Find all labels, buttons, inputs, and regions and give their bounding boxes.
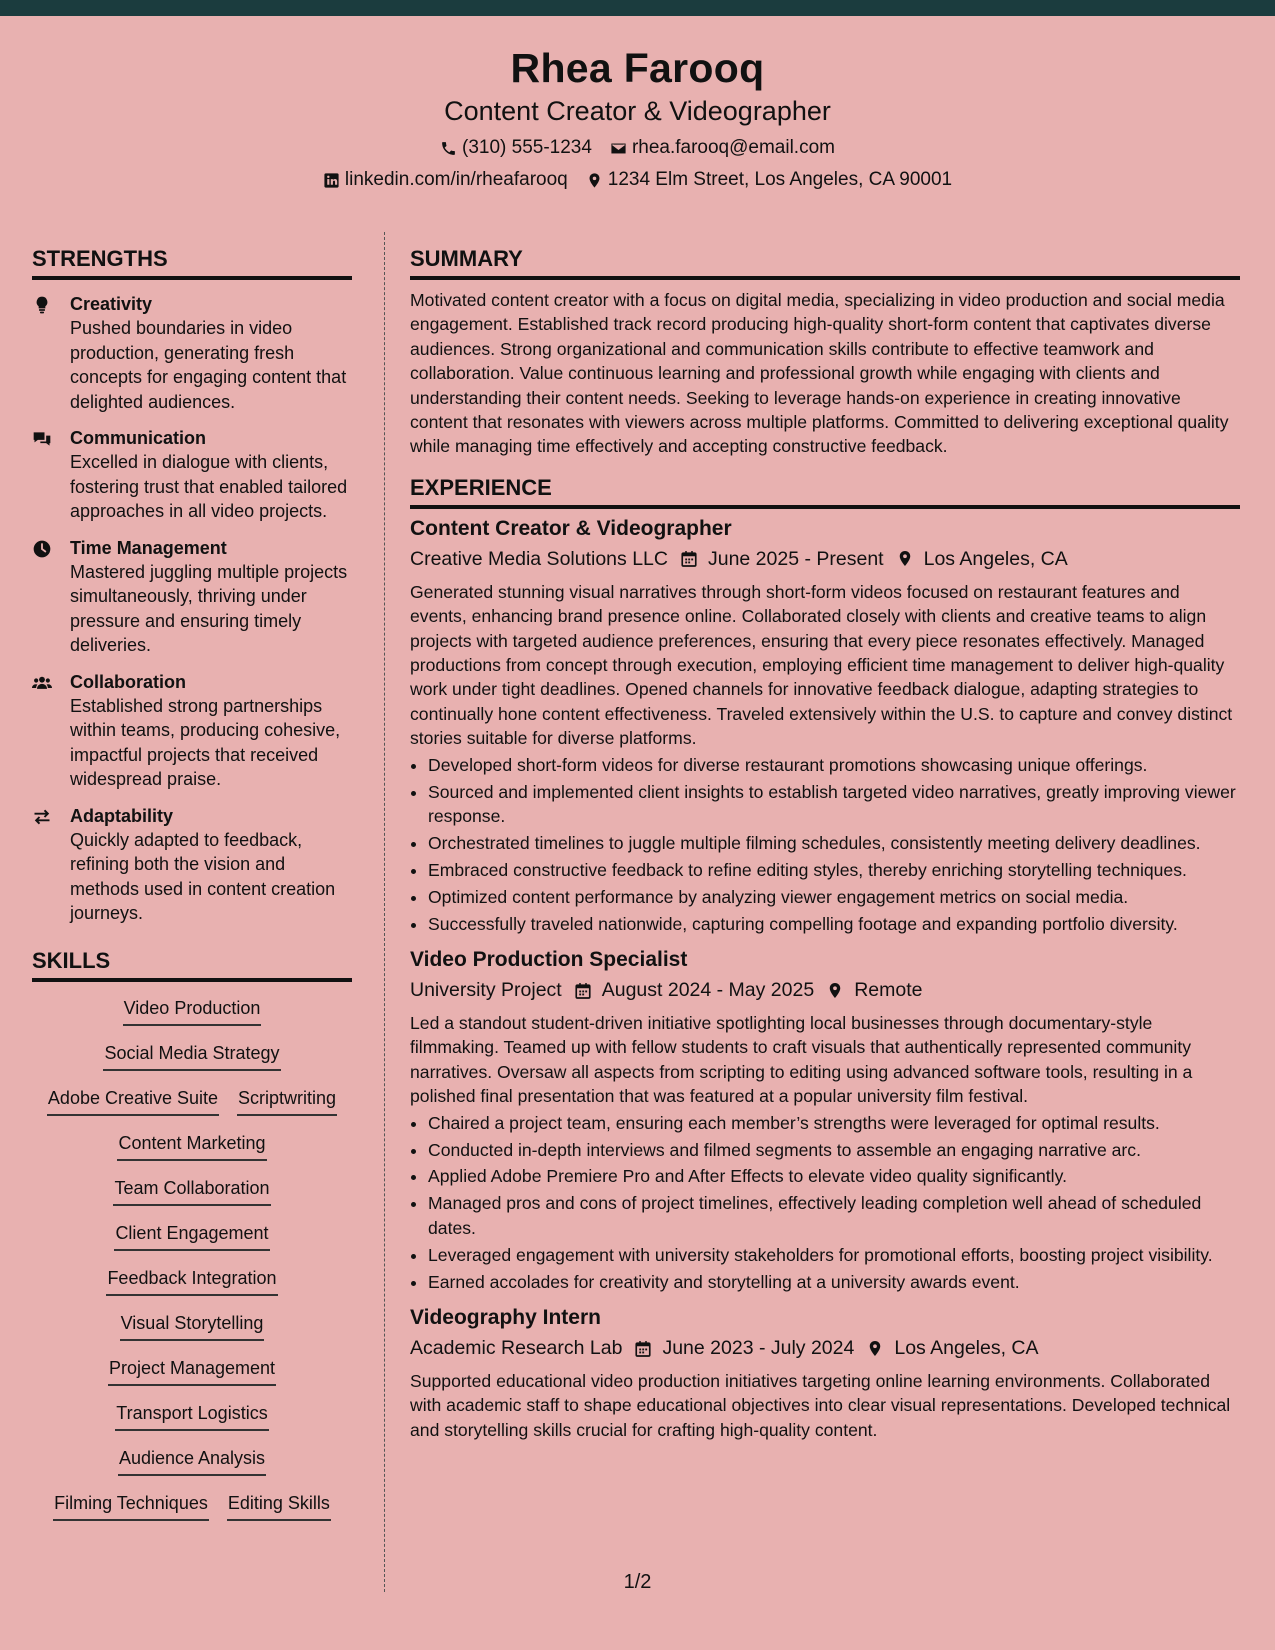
- job-company: Academic Research Lab: [410, 1337, 623, 1359]
- job-bullet: • Developed short-form videos for diverse restaurant promotions showcasing unique offerings.: [428, 753, 1240, 777]
- column-divider: [384, 232, 385, 1592]
- map-pin-icon: [826, 981, 844, 1000]
- job-bullets: [410, 753, 1240, 936]
- page-number: 1/2: [623, 1571, 652, 1593]
- linkedin-icon: [323, 172, 340, 189]
- map-pin-icon: [866, 1339, 884, 1358]
- skill-tag: Feedback Integration: [106, 1266, 277, 1296]
- strength-desc: Established strong partnerships within teams, producing cohesive, impactful projects that received widespread praise.: [70, 695, 341, 789]
- job-entry: [410, 515, 1240, 936]
- linkedin-text[interactable]: linkedin.com/in/rheafarooq: [344, 169, 568, 190]
- strength-item: [32, 670, 352, 792]
- exchange-icon: [32, 807, 52, 827]
- job-bullet: • Earned accolades for creativity and storytelling at a university awards event.: [428, 1270, 1240, 1294]
- job-bullet: • Leveraged engagement with university stakeholders for promotional efforts, boosting project visibility.: [428, 1243, 1240, 1267]
- strength-item: [32, 292, 352, 414]
- strength-desc: Excelled in dialogue with clients, fostering trust that enabled tailored approaches in all video projects.: [70, 452, 348, 521]
- skill-tag: Visual Storytelling: [120, 1311, 265, 1341]
- strength-title: Creativity: [70, 294, 153, 314]
- job-meta: [410, 977, 1240, 1003]
- left-column: [32, 246, 352, 1536]
- skills-list: [32, 996, 352, 1536]
- job-location: Los Angeles, CA: [894, 1337, 1039, 1359]
- map-pin-icon: [896, 549, 914, 568]
- job-entry: [410, 1304, 1240, 1442]
- strength-item: [32, 536, 352, 658]
- skills-heading: SKILLS: [32, 948, 352, 982]
- skill-tag: Team Collaboration: [113, 1176, 270, 1206]
- skill-tag: Social Media Strategy: [103, 1041, 280, 1071]
- job-dates: June 2025 - Present: [707, 547, 884, 570]
- resume-header: [0, 16, 1275, 204]
- job-location: Remote: [854, 979, 923, 1002]
- phone-text: (310) 555-1234: [462, 137, 592, 158]
- strength-item: [32, 804, 352, 926]
- phone-item: [440, 136, 592, 160]
- strength-desc: Quickly adapted to feedback, refining both the vision and methods used in content creation journeys.: [70, 829, 336, 923]
- strength-title: Adaptability: [70, 805, 174, 826]
- job-title: Videography Intern: [410, 1306, 601, 1329]
- job-location: Los Angeles, CA: [923, 547, 1068, 570]
- job-company: Creative Media Solutions LLC: [410, 547, 668, 570]
- candidate-title: Content Creator & Videographer: [444, 96, 831, 126]
- job-title: Video Production Specialist: [410, 948, 688, 972]
- right-column: [410, 246, 1240, 1442]
- job-bullet: • Orchestrated timelines to juggle multiple filming schedules, consistently meeting delivery deadlines.: [428, 831, 1240, 855]
- job-bullet: • Managed pros and cons of project timelines, effectively leading completion well ahead of scheduled dates.: [428, 1191, 1240, 1240]
- job-company: University Project: [410, 979, 562, 1002]
- job-description: Generated stunning visual narratives through short-form videos focused on restaurant features and events, enhancing brand presence online. Collaborated closely with clients and creative teams to align projects with targeted audience preferences, ensuring that every piece resonates effectively. Managed productions from concept through execution, employing efficient time management to deliver high-quality work under tight deadlines. Opened channels for innovative feedback dialogue, adapting strategies to continually hone content effectiveness. Traveled extensively within the U.S. to capture and convey distinct stories suitable for diverse platforms.: [410, 581, 1233, 749]
- strength-title: Time Management: [70, 537, 227, 558]
- job-bullet: • Applied Adobe Premiere Pro and After Effects to elevate video quality significantly.: [428, 1164, 1240, 1188]
- skill-tag: Transport Logistics: [115, 1401, 268, 1431]
- job-title: Content Creator & Videographer: [410, 516, 732, 540]
- strength-title: Communication: [70, 428, 207, 448]
- candidate-name: Rhea Farooq: [510, 45, 765, 91]
- strength-item: [32, 426, 352, 524]
- job-entry: [410, 946, 1240, 1294]
- skill-tag: Audience Analysis: [118, 1446, 266, 1476]
- skill-tag: Filming Techniques: [53, 1491, 209, 1521]
- job-bullet: • Successfully traveled nationwide, capturing compelling footage and expanding portfolio diversity.: [428, 912, 1240, 936]
- job-bullet: • Conducted in-depth interviews and filmed segments to assemble an engaging narrative arc.: [428, 1138, 1240, 1162]
- job-bullet: • Embraced constructive feedback to refine editing styles, thereby enriching storytelling techniques.: [428, 858, 1240, 882]
- phone-icon: [440, 140, 457, 157]
- summary-heading: SUMMARY: [410, 246, 1240, 280]
- job-meta: [410, 546, 1240, 572]
- skill-tag: Scriptwriting: [237, 1086, 337, 1116]
- users-icon: [32, 673, 52, 693]
- address-item: [586, 168, 952, 192]
- strength-desc: Pushed boundaries in video production, generating fresh concepts for engaging content that delighted audiences.: [70, 318, 347, 412]
- skill-tag: Editing Skills: [227, 1491, 331, 1521]
- comments-icon: [32, 429, 52, 449]
- linkedin-item[interactable]: [323, 168, 568, 192]
- lightbulb-icon: [32, 295, 52, 315]
- strength-desc: Mastered juggling multiple projects simultaneously, thriving under pressure and ensuring timely deliveries.: [70, 561, 348, 655]
- skill-tag: Content Marketing: [117, 1131, 266, 1161]
- email-text[interactable]: rhea.farooq@email.com: [631, 137, 835, 158]
- job-dates: June 2023 - July 2024: [662, 1337, 855, 1359]
- job-bullet: • Chaired a project team, ensuring each member’s strengths were leveraged for optimal results.: [428, 1111, 1240, 1135]
- summary-text: Motivated content creator with a focus on digital media, specializing in video production and social media engagement. Established track record producing high-quality short-form content that captivates diverse audiences. Strong organizational and communication skills contribute to effective teamwork and collaboration. Value continuous learning and professional growth while engaging with clients and understanding their content needs. Seeking to leverage hands-on experience in creating innovative content that resonates with viewers across multiple platforms. Committed to delivering exceptional quality while managing time effectively and accepting constructive feedback.: [410, 290, 1229, 457]
- top-accent-bar: [0, 0, 1275, 16]
- calendar-icon: [634, 1339, 652, 1358]
- skill-tag: Video Production: [123, 996, 262, 1026]
- calendar-icon: [574, 981, 592, 1000]
- strengths-heading: STRENGTHS: [32, 246, 352, 280]
- strength-title: Collaboration: [70, 671, 186, 692]
- job-description: Supported educational video production initiatives targeting online learning environments. Collaborated with academic staff to shape educational objectives into clear visual representations. Developed technical and storytelling skills crucial for crafting high-quality content.: [410, 1371, 1231, 1440]
- job-meta: [410, 1335, 1240, 1361]
- email-item[interactable]: [610, 136, 835, 160]
- clock-icon: [32, 539, 52, 559]
- job-bullet: • Sourced and implemented client insights to establish targeted video narratives, greatly improving viewer response.: [428, 780, 1240, 829]
- calendar-icon: [680, 549, 698, 568]
- job-description: Led a standout student-driven initiative spotlighting local businesses through documentary-style filmmaking. Teamed up with fellow students to craft visuals that authentically represented community narratives. Oversaw all aspects from scripting to editing using advanced software tools, resulting in a polished final presentation that was featured at a popular university film festival.: [410, 1013, 1193, 1107]
- map-pin-icon: [586, 172, 603, 189]
- contact-row-1: [0, 136, 1275, 160]
- job-dates: August 2024 - May 2025: [601, 979, 815, 1002]
- contact-row-2: [0, 168, 1275, 192]
- job-bullets: [410, 1111, 1240, 1294]
- skill-tag: Adobe Creative Suite: [47, 1086, 219, 1116]
- skill-tag: Project Management: [108, 1356, 276, 1386]
- envelope-icon: [610, 140, 627, 157]
- skill-tag: Client Engagement: [114, 1221, 269, 1251]
- address-text: 1234 Elm Street, Los Angeles, CA 90001: [607, 169, 953, 190]
- experience-heading: EXPERIENCE: [410, 475, 1240, 509]
- job-bullet: • Optimized content performance by analyzing viewer engagement metrics on social media.: [428, 885, 1240, 909]
